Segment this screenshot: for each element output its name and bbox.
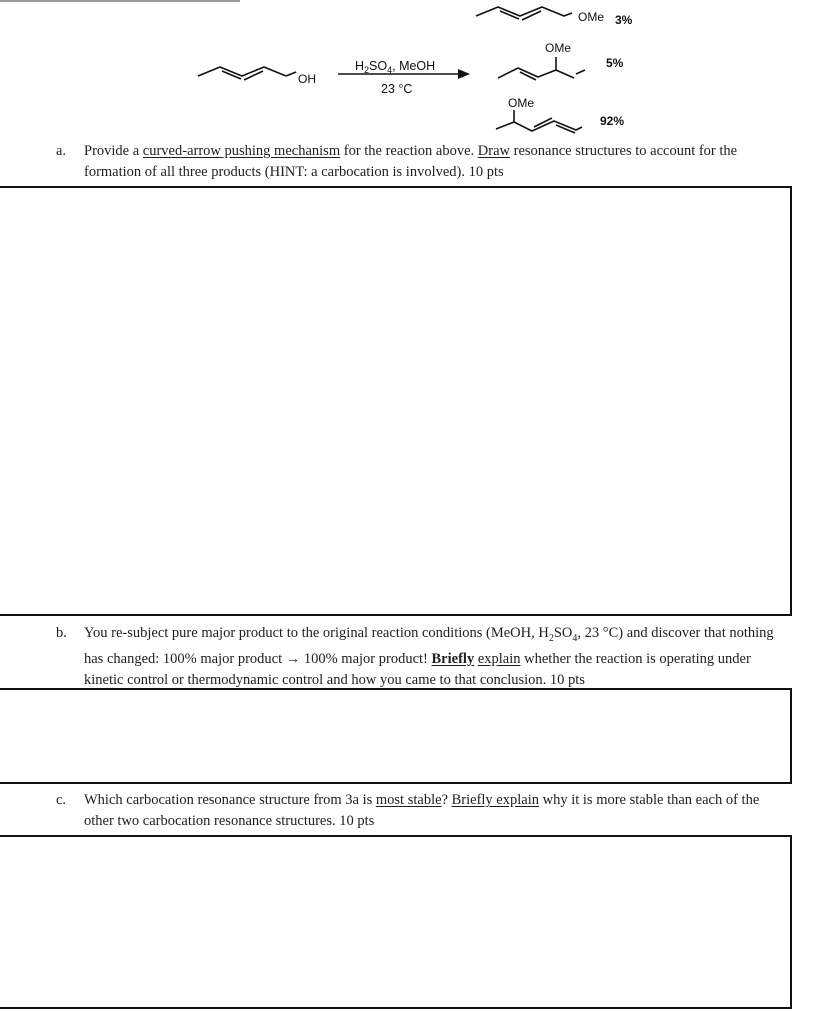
reactant-structure xyxy=(198,67,296,80)
product-3-ome-label: OMe xyxy=(508,96,535,110)
product-3-structure xyxy=(496,110,582,133)
product-1-structure xyxy=(476,7,572,20)
product-2-yield: 5% xyxy=(606,56,624,70)
product-1-ome-label: OMe xyxy=(578,10,605,24)
answer-box-b[interactable] xyxy=(0,688,792,784)
reagents-label: $H_2SO_4$, MeOH xyxy=(355,59,436,75)
answer-box-c[interactable] xyxy=(0,835,792,1009)
product-2-structure xyxy=(498,57,585,80)
question-c-letter: c. xyxy=(56,792,67,808)
question-c-text: Which carbocation resonance structure from 3a is most stable? Briefly explain why it is more stable than each of the other two carbocation resonance structures. 10 pts xyxy=(84,792,760,829)
question-a-letter: a. xyxy=(56,143,67,159)
product-1-yield: 3% xyxy=(615,13,633,27)
reaction-scheme xyxy=(0,0,828,140)
question-a-text: Provide a curved-arrow pushing mechanism for the reaction above. Draw resonance structures to account for the formation of all three products (HINT: a carbocation is involved). 10 pts xyxy=(84,143,738,180)
question-b-letter: b. xyxy=(56,625,67,641)
answer-box-a[interactable] xyxy=(0,186,792,616)
reactant-oh-label: OH xyxy=(298,72,316,86)
conditions-label: 23 °C xyxy=(381,82,413,96)
product-3-yield: 92% xyxy=(600,114,625,128)
question-b-text: You re-subject pure major product to the original reaction conditions (MeOH, $H_2SO_4$, 23 °C) and discover that nothing has changed: 100% major product → 100% major product! Briefly explain whether the reaction is operating under kinetic control or thermodynamic control and how you came to that conclusion. 10 pts xyxy=(84,625,774,688)
product-2-ome-label: OMe xyxy=(545,41,572,55)
